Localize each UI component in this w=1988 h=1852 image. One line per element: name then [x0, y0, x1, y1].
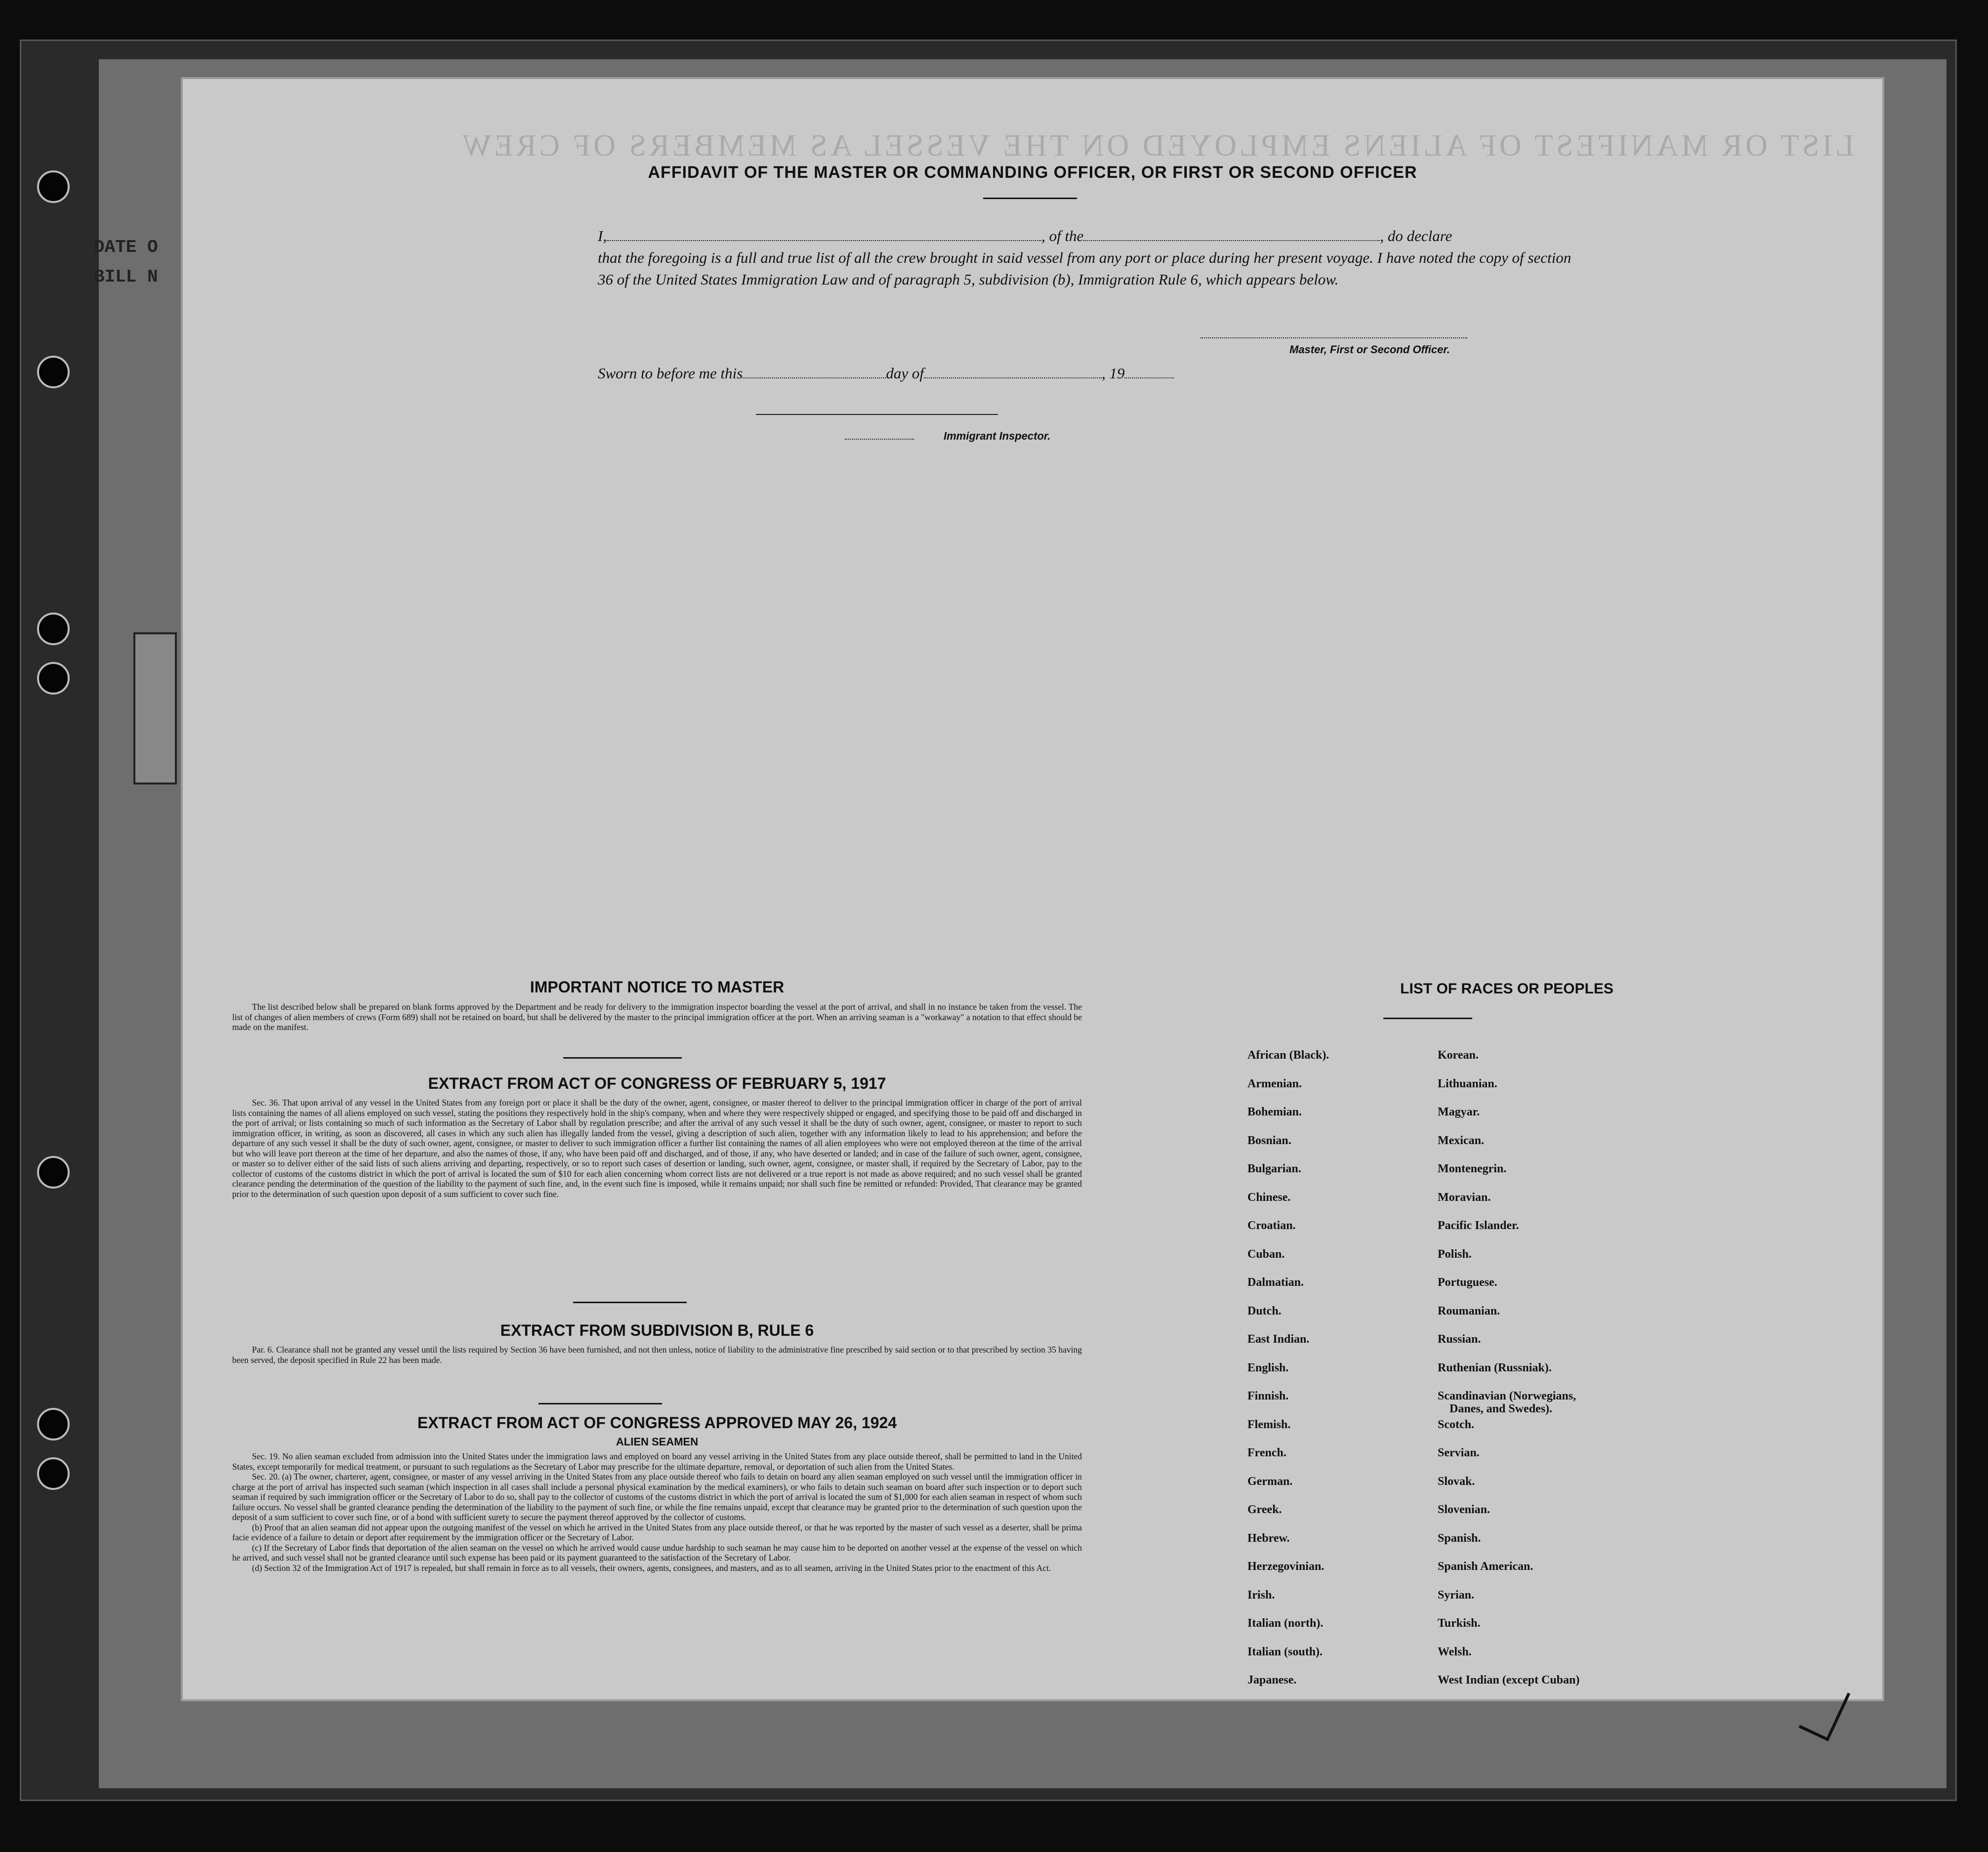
notice-title: IMPORTANT NOTICE TO MASTER	[530, 978, 785, 996]
master-signature-label: Master, First or Second Officer.	[1289, 343, 1450, 356]
affidavit-i: I,	[598, 227, 607, 245]
race-entry: Japanese.	[1247, 1674, 1297, 1687]
race-entry: Lithuanian.	[1438, 1077, 1497, 1090]
sworn-day-of: day of	[886, 365, 924, 382]
race-entry: Moravian.	[1438, 1191, 1491, 1204]
punch-hole	[37, 1457, 70, 1490]
extract-1924-title: EXTRACT FROM ACT OF CONGRESS APPROVED MAY 26, 1924	[417, 1414, 897, 1432]
race-entry: Italian (north).	[1247, 1617, 1324, 1630]
sworn-date-blank[interactable]	[743, 377, 886, 378]
section-rule	[538, 1403, 662, 1404]
extract-1924-body	[232, 1451, 1082, 1573]
race-entry: Scotch.	[1438, 1418, 1474, 1431]
master-signature-line[interactable]	[1201, 337, 1467, 338]
sworn-month-blank[interactable]	[924, 377, 1102, 378]
race-entry: Bosnian.	[1247, 1134, 1291, 1147]
margin-fragment-bill: BILL N	[94, 267, 158, 287]
affidavit-declare: , do declare	[1380, 227, 1452, 245]
races-left-column	[1247, 1049, 1329, 1702]
extract-1917-body	[232, 1098, 1082, 1199]
affidavit-of-the: , of the	[1041, 227, 1084, 245]
race-entry: Mexican.	[1438, 1134, 1484, 1147]
race-entry: Bulgarian.	[1247, 1162, 1301, 1175]
race-entry: Dutch.	[1247, 1304, 1282, 1317]
inspector-dots	[845, 439, 914, 440]
punch-hole	[37, 613, 70, 645]
margin-tab	[133, 632, 177, 784]
race-entry: Spanish American.	[1438, 1560, 1533, 1573]
race-entry: Cuban.	[1247, 1247, 1285, 1261]
extract-rule6-title: EXTRACT FROM SUBDIVISION B, RULE 6	[500, 1321, 814, 1339]
race-entry: German.	[1247, 1475, 1293, 1488]
race-entry: Slovenian.	[1438, 1503, 1491, 1516]
race-entry: Turkish.	[1438, 1617, 1481, 1630]
sworn-year: , 19	[1101, 365, 1125, 382]
race-entry: East Indian.	[1247, 1333, 1310, 1346]
extract-1924-paragraph: (b) Proof that an alien seaman did not appear upon the outgoing manifest of the vessel on which he arrived in the United States from any place outside thereof, or that he was reported by the master of such vessel as a deserter, shall be prima facie evidence of a failure to detain or deport after requirement by the immigration officer or the Secretary of Labor.	[232, 1522, 1082, 1542]
inspector-signature-line[interactable]	[756, 414, 998, 415]
extract-1924-paragraph: (d) Section 32 of the Immigration Act of 1917 is repealed, but shall remain in force as to all vessels, their owners, agents, consignees, and masters, and as to all seamen, arriving in the United States prior to the enactment of this Act.	[252, 1563, 1051, 1573]
race-entry: Pacific Islander.	[1438, 1219, 1519, 1232]
sworn-line	[598, 365, 1174, 382]
punch-hole	[37, 170, 70, 203]
race-entry: Italian (south).	[1247, 1645, 1323, 1658]
extract-1917-title: EXTRACT FROM ACT OF CONGRESS OF FEBRUARY 5, 1917	[428, 1074, 886, 1092]
punch-hole	[37, 356, 70, 388]
notice-body	[232, 1002, 1082, 1032]
race-entry: Spanish.	[1438, 1531, 1481, 1545]
extract-1924-subtitle: ALIEN SEAMEN	[616, 1436, 699, 1448]
races-title-rule	[1383, 1018, 1472, 1019]
punch-hole	[37, 1156, 70, 1189]
extract-rule6-paragraph: Par. 6. Clearance shall not be granted any vessel until the lists required by Section 36 have been furnished, and not then unless, notice of liability to the administrative fine prescribed by said section or to that prescribed by section 35 having been served, the deposit specified in Rule 22 has been made.	[232, 1345, 1082, 1365]
race-entry: Hebrew.	[1247, 1531, 1290, 1545]
punch-hole	[37, 662, 70, 695]
race-entry: Flemish.	[1247, 1418, 1291, 1431]
race-entry: Syrian.	[1438, 1588, 1475, 1602]
race-entry: African (Black).	[1247, 1049, 1329, 1062]
punch-hole	[37, 1408, 70, 1440]
manifest-page	[183, 79, 1882, 1699]
title-rule	[983, 198, 1077, 199]
section-rule	[563, 1057, 682, 1059]
race-entry: Portuguese.	[1438, 1276, 1497, 1289]
race-entry: Dalmatian.	[1247, 1276, 1304, 1289]
affidavit-line-1	[598, 227, 1452, 245]
race-entry: Croatian.	[1247, 1219, 1296, 1232]
race-entry: Russian.	[1438, 1333, 1481, 1346]
race-entry: Herzegovinian.	[1247, 1560, 1325, 1573]
bleed-through: LIST OR MANIFEST OF ALIENS EMPLOYED ON THE VESSEL AS MEMBERS OF CREW	[459, 129, 1854, 163]
race-entry: Greek.	[1247, 1503, 1282, 1516]
race-entry: Magyar.	[1438, 1106, 1480, 1118]
race-entry: Scandinavian (Norwegians, Danes, and Swedes).	[1438, 1390, 1576, 1415]
affidavit-title: AFFIDAVIT OF THE MASTER OR COMMANDING OFFICER, OR FIRST OR SECOND OFFICER	[648, 163, 1417, 182]
vessel-blank[interactable]	[1083, 240, 1380, 241]
notice-paragraph: The list described below shall be prepared on blank forms approved by the Department and be ready for delivery to the immigration inspector boarding the vessel at the port of arrival, and shall in no instance be taken from the vessel. The list of changes of alien members of crews (Form 689) shall not be retained on board, but shall be delivered by the master to the principal immigration officer at the port. When an arriving seaman is a "workaway" a notation to that effect should be made on the manifest.	[232, 1002, 1082, 1032]
race-entry: French.	[1247, 1446, 1286, 1459]
extract-1917-paragraph: Sec. 36. That upon arrival of any vessel in the United States from any foreign port or place it shall be the duty of the owner, agent, consignee, or master thereof to deliver to the principal immigration officer in charge of the port of arrival lists containing the names of all aliens employed on such vessel, stating the positions they respectively hold in the ship's company, when and where they were respectively shipped or engaged, and specifying those to be paid off and discharged in the port of arrival; or lists containing so much of such information as the Secretary of Labor shall by regulation prescribe; and after the arrival of any such vessel it shall be the duty of such owner, agent, consignee, or master to report to such immigration officer, in writing, as soon as discovered, all cases in which any such alien has illegally landed from the vessel, giving a description of such alien, together with any information likely to lead to his apprehension; and before the departure of any such vessel it shall be the duty of such owner, agent, consignee, or master to deliver to such immigration officer a further list containing the names of all alien employees who were not employed thereon at the time of the arrival but who will leave port thereon at the time of her departure, and also the names of those, if any, who have been paid off and discharged, and of those, if any, who have deserted or landed; and in case of the failure of such owner, agent, consignee, or master so to deliver either of the said lists of such aliens arriving and departing, respectively, or so to report such cases of desertion or landing, such owner, agent, consignee, or master shall, if required by the Secretary of Labor, pay to the collector of customs of the customs district in which the port of arrival is located the sum of $10 for each alien concerning whom correct lists are not delivered or a true report is not made as above required; and no such vessel shall be granted clearance pending the determination of the question of the liability to the payment of such fine, and, in the event such fine is imposed, while it remains unpaid; nor shall such fine be remitted or refunded: Provided, That clearance may be granted prior to the determination of such question upon deposit of a sum sufficient to cover such fine.	[232, 1098, 1082, 1199]
extract-1924-paragraph: Sec. 19. No alien seaman excluded from admission into the United States under the immigration laws and employed on board any vessel arriving in the United States from any place outside thereof, shall be permitted to land in the United States, except temporarily for medical treatment, or pursuant to such regulations as the Secretary of Labor may prescribe for the ultimate departure, removal, or deportation of such alien from the United States.	[232, 1451, 1082, 1472]
races-title: LIST OF RACES OR PEOPLES	[1400, 981, 1614, 997]
affidavit-paragraph: that the foregoing is a full and true list of all the crew brought in said vessel from any port or place during her present voyage. I have noted the copy of section 36 of the United States Immigration Law and of paragraph 5, subdivision (b), Immigration Rule 6, which appears below.	[598, 249, 1572, 288]
sworn-prefix: Sworn to before me this	[598, 365, 743, 382]
race-entry: Polish.	[1438, 1247, 1472, 1261]
name-blank[interactable]	[607, 240, 1041, 241]
sworn-year-blank[interactable]	[1124, 377, 1174, 378]
race-entry: Roumanian.	[1438, 1304, 1500, 1317]
race-entry: Slovak.	[1438, 1475, 1475, 1488]
extract-1924-paragraph: (c) If the Secretary of Labor finds that deportation of the alien seaman on the vessel on which he arrived would cause undue hardship to such seaman he may cause him to be deported on another vessel at the expense of the vessel on which he arrived, and such vessel shall not be granted clearance until such expense has been paid or its payment guaranteed to the satisfaction of the Secretary of Labor.	[232, 1542, 1082, 1563]
race-entry: Korean.	[1438, 1049, 1479, 1062]
race-entry: Irish.	[1247, 1588, 1275, 1602]
race-entry: English.	[1247, 1361, 1289, 1374]
race-entry: Bohemian.	[1247, 1106, 1302, 1118]
race-entry: Welsh.	[1438, 1645, 1472, 1658]
race-entry: Servian.	[1438, 1446, 1480, 1459]
race-entry: Finnish.	[1247, 1390, 1289, 1402]
race-entry: Chinese.	[1247, 1191, 1291, 1204]
race-entry: Armenian.	[1247, 1077, 1302, 1090]
inspector-label: Immigrant Inspector.	[944, 430, 1051, 442]
section-rule	[573, 1302, 687, 1303]
race-entry: Montenegrin.	[1438, 1162, 1507, 1175]
extract-1924-paragraph: Sec. 20. (a) The owner, charterer, agent, consignee, or master of any vessel arriving in the United States from any place outside thereof who fails to detain on board any alien seaman employed on such vessel until the immigration officer in charge at the port of arrival has inspected such seaman (which inspection in all cases shall include a personal physical examination by the medical examiners), or who fails to detain such seaman on board after such inspection or to deport such seaman if required by such immigration officer or the Secretary of Labor to do so, shall pay to the collector of customs of the customs district in which the port of arrival is located the sum of $1,000 for each alien seaman in respect of whom such failure occurs. No vessel shall be granted clearance pending the determination of the liability to the payment of such fine, or while the fine remains unpaid, except that clearance may be granted prior to the determination of such question upon the deposit of a sum sufficient to cover such fine, or of a bond with sufficient surety to secure the payment thereof approved by the collector of customs.	[232, 1472, 1082, 1522]
races-right-column	[1438, 1049, 1579, 1702]
extract-rule6-body	[232, 1345, 1082, 1365]
race-entry: West Indian (except Cuban)	[1438, 1674, 1580, 1687]
race-entry: Ruthenian (Russniak).	[1438, 1361, 1552, 1374]
margin-fragment-date: DATE O	[94, 237, 158, 257]
